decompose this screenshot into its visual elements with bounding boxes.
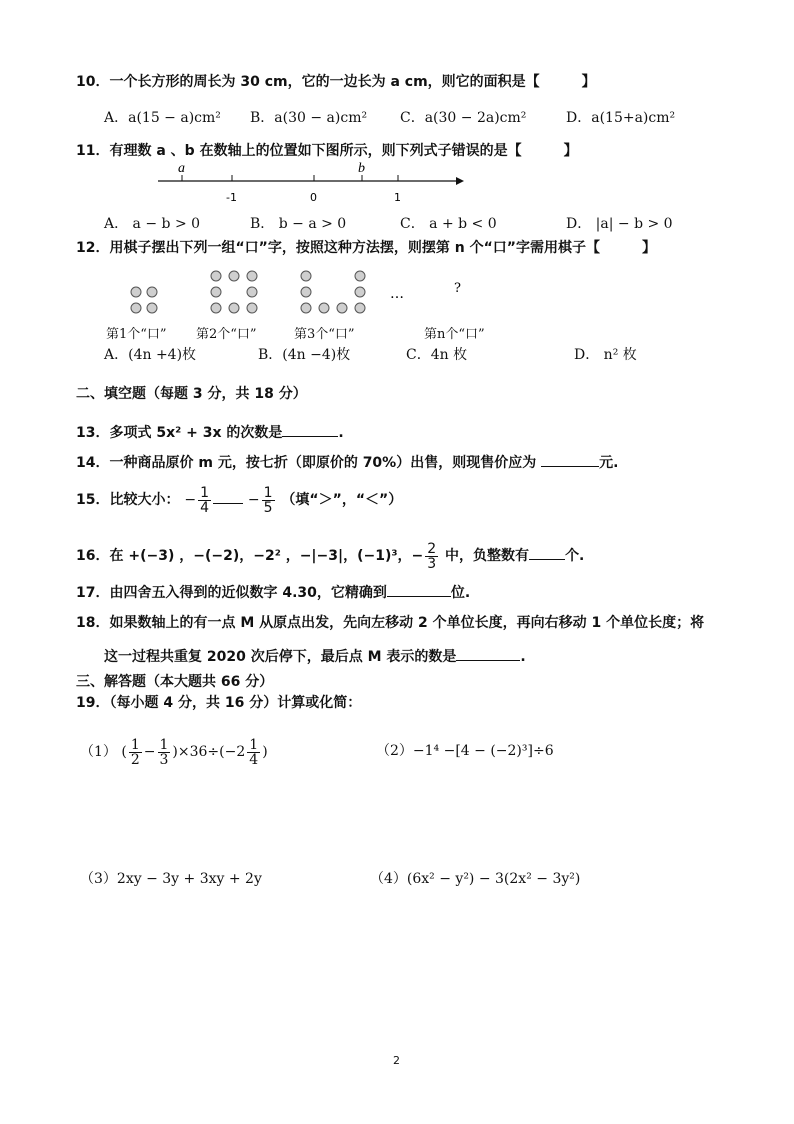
q15-fraction-1-sign: − [184,492,197,508]
q16-text: 16．在 +(−3) ，−(−2)，−2² ，−|−3|，(−1)³，− [76,548,424,564]
q19-part-4: （4）(6x² − y²) − 3(2x² − 3y²) [370,871,581,887]
q15-f1-num: 1 [200,484,210,501]
q17-text: 17．由四舍五入得到的近似数字 4.30，它精确到 [76,585,387,601]
q12-caption-2: 第2个“口” [196,327,257,342]
q12-option-d: D． n² 枚 [574,347,637,363]
q13-blank [282,422,338,437]
q14 [76,452,618,472]
q19-part-2: （2）−1⁴ −[4 − (−2)³]÷6 [376,743,554,759]
q10-option-b: B．a(30 − a)cm² [250,110,368,126]
section-2-heading: 二、填空题（每题 3 分，共 18 分） [76,386,307,402]
q11-option-d: D． |a| − b > 0 [566,216,673,232]
q12-caption-3: 第3个“口” [294,327,355,342]
q19-part-3: （3）2xy − 3y + 3xy + 2y [80,871,262,887]
q11-stem: 11．有理数 a 、b 在数轴上的位置如下图所示，则下列式子错误的是【 】 [76,143,578,159]
q19-p1-frac-3 [247,738,260,767]
chess-pieces-figure [128,268,488,318]
q10-option-a: A．a(15 − a)cm² [104,110,221,126]
q18-text: 这一过程共重复 2020 次后停下，最后点 M 表示的数是 [104,649,457,665]
q14-blank [541,452,599,467]
q19-p1-open: ( [121,744,127,760]
figure-question-mark: ? [454,281,461,296]
q16-mid: 中，负整数有 [440,548,530,564]
figure-2 [211,271,257,313]
q15-text: 15．比较大小： [76,492,180,508]
q15-fraction-2 [262,486,275,515]
q15-f2-den: 5 [263,499,273,516]
q11-option-b: B． b − a > 0 [250,216,347,232]
q18-line-1: 18．如果数轴上的有一点 M 从原点出发，先向左移动 2 个单位长度，再向右移动 1 个单位长度；将 [76,615,705,631]
q15-fraction-1 [198,486,211,515]
q14-end: 元. [599,455,619,471]
q19-p1-f3-den: 4 [249,751,259,768]
q18-end: . [520,649,526,665]
q12-option-b: B．(4n −4)枚 [258,347,351,363]
q19-p1-minus: − [143,744,156,760]
q18-line-2 [104,646,526,666]
figure-ellipsis: … [390,286,404,302]
q15-instruction: （填“＞”，“＜”） [281,492,403,508]
label-neg1: -1 [226,191,237,204]
q10-option-c: C．a(30 − 2a)cm² [400,110,527,126]
q19-p1-f3-num: 1 [249,736,259,753]
q18-blank [456,646,520,661]
q12-option-c: C．4n 枚 [406,347,468,363]
q16-end: 个. [565,548,585,564]
q16-f-num: 2 [427,540,437,557]
q16-blank [529,545,565,560]
q19-p1-f2-num: 1 [159,736,169,753]
figure-1 [131,287,157,313]
label-b: b [358,161,365,176]
q17-blank [387,582,451,597]
q14-text: 14．一种商品原价 m 元，按七折（即原价的 70%）出售，则现售价应为 [76,455,542,471]
q16-fraction [425,542,438,571]
label-a: a [178,161,185,176]
label-one: 1 [394,191,401,204]
q11-option-c: C． a + b < 0 [400,216,497,232]
q15-blank [213,489,243,504]
q17 [76,582,470,602]
q12-caption-n: 第n个“口” [424,327,485,342]
q16 [76,536,584,576]
q19-p1-frac-1 [129,738,142,767]
q19-p1-frac-2 [158,738,171,767]
q19-p1-f1-den: 2 [130,751,140,768]
q19-p1-f1-num: 1 [130,736,140,753]
q17-end: 位. [450,585,471,601]
section-3-heading: 三、解答题（本大题共 66 分） [76,674,274,690]
figure-3 [301,268,365,313]
number-line [158,156,468,206]
q10-stem: 10．一个长方形的周长为 30 cm，它的一边长为 a cm，则它的面积是【 】 [76,74,596,90]
q12-stem: 12．用棋子摆出下列一组“口”字，按照这种方法摆，则摆第 n 个“口”字需用棋子【 】 [76,240,656,256]
q12-option-a: A．(4n +4)枚 [104,347,197,363]
q15-f1-den: 4 [200,499,210,516]
q13-end: . [338,425,344,441]
q19-stem: 19．（每小题 4 分，共 16 分）计算或化简： [76,695,362,711]
q15-fraction-2-sign: − [247,492,260,508]
q19-part-1 [80,730,268,774]
page-number: 2 [393,1054,400,1067]
q19-p1-f2-den: 3 [159,751,169,768]
q10-option-d: D．a(15+a)cm² [566,110,676,126]
q16-f-den: 3 [427,555,437,572]
q12-caption-1: 第1个“口” [106,327,167,342]
q15 [76,480,402,520]
q15-f2-num: 1 [263,484,273,501]
q13-text: 13．多项式 5x² + 3x 的次数是 [76,425,283,441]
label-zero: 0 [310,191,317,204]
q19-p1-close: ) [262,744,268,760]
q11-option-a: A． a − b > 0 [104,216,201,232]
q13 [76,422,344,442]
q19-p1-mid: )×36÷(−2 [172,744,246,760]
q19-p1-label: （1） [80,744,117,760]
number-line-arrow [456,177,464,185]
